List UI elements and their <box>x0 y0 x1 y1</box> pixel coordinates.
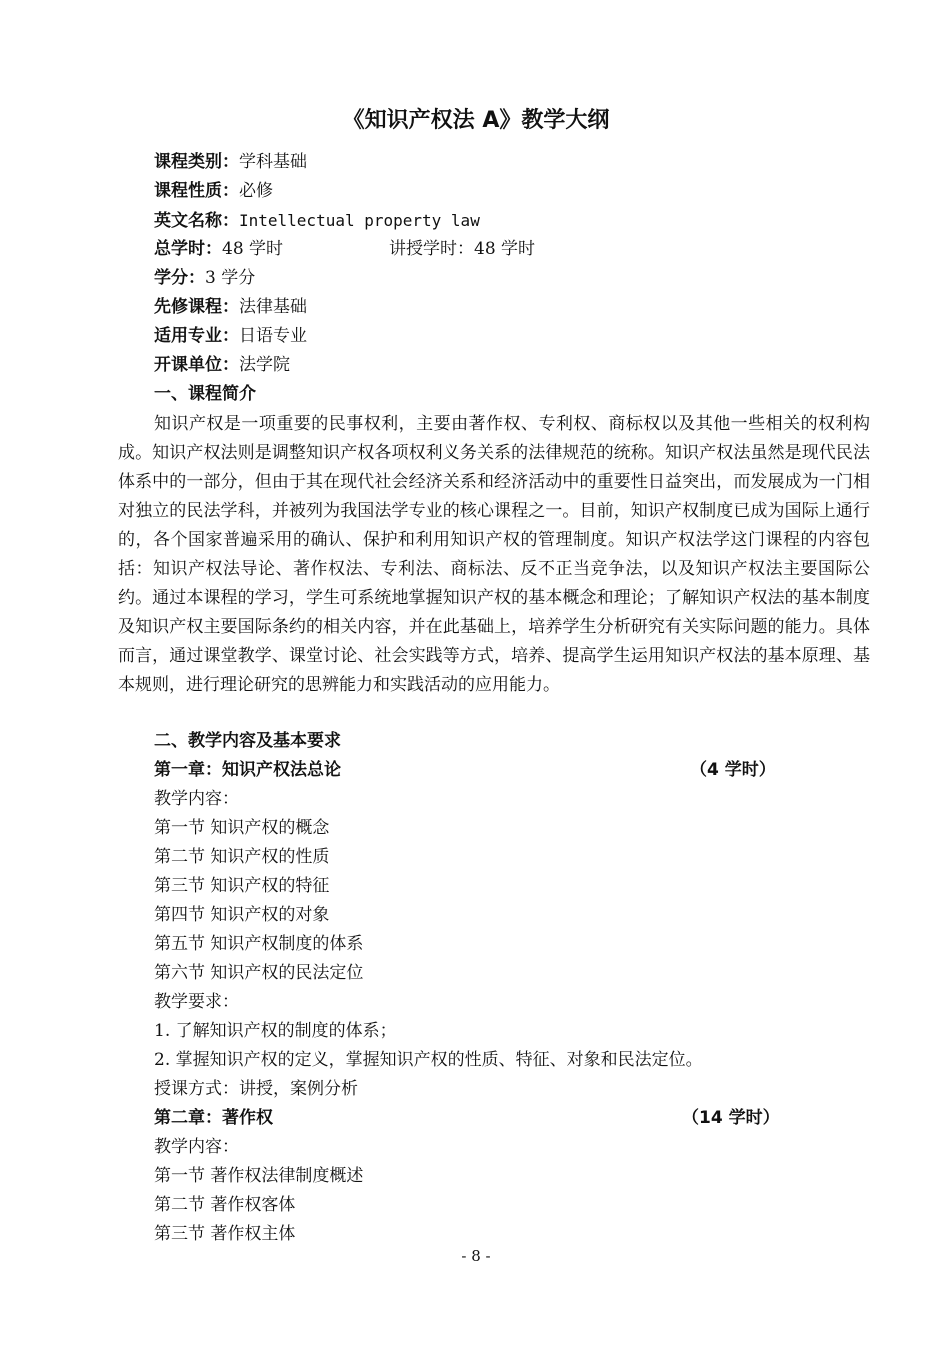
meta-total-hours <box>154 235 283 264</box>
meta-major <box>154 322 307 351</box>
meta-english-name <box>154 206 480 236</box>
meta-total-hours-value: 48 学时 <box>222 239 284 259</box>
meta-lecture-hours-value: 48 学时 <box>474 239 536 259</box>
meta-credits <box>154 264 255 293</box>
meta-prereq-label: 先修课程： <box>154 297 239 317</box>
chapter2-section-3: 第三节 著作权主体 <box>154 1224 296 1244</box>
meta-major-label: 适用专业： <box>154 326 239 346</box>
meta-credits-label: 学分： <box>154 268 205 288</box>
meta-prereq-value: 法律基础 <box>239 297 307 317</box>
chapter1-section-2: 第二节 知识产权的性质 <box>154 847 330 867</box>
meta-unit <box>154 351 290 380</box>
chapter1-section-3: 第三节 知识产权的特征 <box>154 876 330 896</box>
chapter1-section-6: 第六节 知识产权的民法定位 <box>154 963 364 983</box>
chapter1-hours: （4 学时） <box>690 760 776 780</box>
chapter2-hours: （14 学时） <box>682 1108 780 1128</box>
meta-lecture-hours <box>389 235 535 264</box>
meta-category <box>154 148 307 177</box>
meta-nature <box>154 177 273 206</box>
chapter1-section-5: 第五节 知识产权制度的体系 <box>154 934 364 954</box>
meta-unit-label: 开课单位： <box>154 355 239 375</box>
document-title: 《知识产权法 A》教学大纲 <box>342 108 610 133</box>
meta-credits-value: 3 学分 <box>205 268 256 288</box>
meta-prerequisite <box>154 293 307 322</box>
meta-nature-label: 课程性质： <box>154 181 239 201</box>
chapter1-req-2: 2. 掌握知识产权的定义，掌握知识产权的性质、特征、对象和民法定位。 <box>154 1050 703 1070</box>
page-number: - 8 - <box>461 1247 491 1265</box>
meta-nature-value: 必修 <box>239 181 273 201</box>
chapter1-method: 授课方式：讲授，案例分析 <box>154 1079 358 1099</box>
chapter2-section-1: 第一节 著作权法律制度概述 <box>154 1166 364 1186</box>
course-intro-paragraph: 知识产权是一项重要的民事权利，主要由著作权、专利权、商标权以及其他一些相关的权利构成。知识产权法则是调整知识产权各项权利义务关系的法律规范的统称。知识产权法虽然是现代民法体系中的一部分，但由于其在现代社会经济关系和经济活动中的重要性日益突出，而发展成为一门相对独立的民法学科，并被列为我国法学专业的核心课程之一。目前，知识产权制度已成为国际上通行的，各个国家普遍采用的确认、保护和利用知识产权的管理制度。知识产权法学这门课程的内容包括：知识产权法导论、著作权法、专利法、商标法、反不正当竞争法，以及知识产权法主要国际公约。通过本课程的学习，学生可系统地掌握知识产权的基本概念和理论；了解知识产权法的基本制度及知识产权主要国际条约的相关内容，并在此基础上，培养学生分析研究有关实际问题的能力。具体而言，通过课堂教学、课堂讨论、社会实践等方式，培养、提高学生运用知识产权法的基本原理、基本规则，进行理论研究的思辨能力和实践活动的应用能力。 <box>118 414 870 695</box>
chapter1-req-label: 教学要求： <box>154 992 239 1012</box>
meta-unit-value: 法学院 <box>239 355 290 375</box>
chapter1-req-1: 1. 了解知识产权的制度的体系； <box>154 1021 397 1041</box>
chapter1-title: 第一章：知识产权法总论 <box>154 760 341 780</box>
meta-english-label: 英文名称： <box>154 211 239 231</box>
meta-category-value: 学科基础 <box>239 152 307 172</box>
chapter1-section-1: 第一节 知识产权的概念 <box>154 818 330 838</box>
meta-category-label: 课程类别： <box>154 152 239 172</box>
chapter2-title: 第二章：著作权 <box>154 1108 273 1128</box>
meta-total-hours-label: 总学时： <box>154 239 222 259</box>
chapter2-content-label: 教学内容： <box>154 1137 239 1157</box>
meta-english-value: Intellectual property law <box>239 211 480 230</box>
section-heading-intro: 一、课程简介 <box>154 384 256 404</box>
section-heading-content: 二、教学内容及基本要求 <box>154 731 341 751</box>
chapter1-content-label: 教学内容： <box>154 789 239 809</box>
meta-major-value: 日语专业 <box>239 326 307 346</box>
chapter2-section-2: 第二节 著作权客体 <box>154 1195 296 1215</box>
chapter1-section-4: 第四节 知识产权的对象 <box>154 905 330 925</box>
meta-lecture-hours-label: 讲授学时： <box>389 239 474 259</box>
